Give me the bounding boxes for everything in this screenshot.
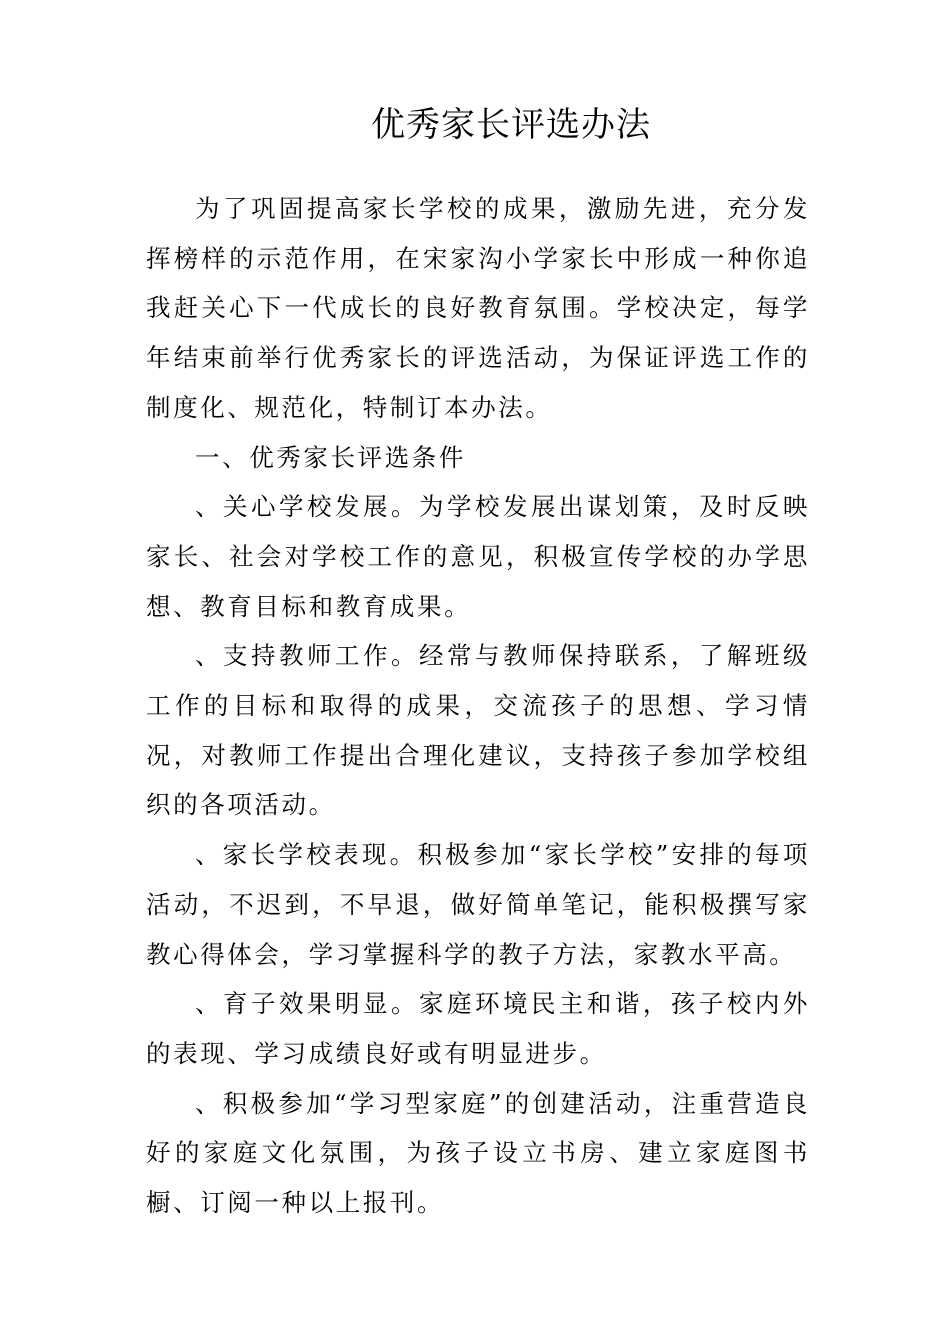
criterion-2: 、支持教师工作。经常与教师保持联系，了解班级工作的目标和取得的成果，交流孩子的思想、学习情况，对教师工作提出合理化建议，支持孩子参加学校组织的各项活动。: [146, 641, 810, 820]
criterion-1: 、关心学校发展。为学校发展出谋划策，及时反映家长、社会对学校工作的意见，积极宣传学校的办学思想、教育目标和教育成果。: [146, 492, 810, 621]
criterion-5: 、积极参加“学习型家庭”的创建活动，注重营造良好的家庭文化氛围，为孩子设立书房、建立家庭图书橱、订阅一种以上报刊。: [146, 1088, 810, 1218]
criterion-3: 、家长学校表现。积极参加“家长学校”安排的每项活动，不迟到，不早退，做好简单笔记，能积极撰写家教心得体会，学习掌握科学的教子方法，家教水平高。: [146, 840, 810, 969]
criterion-4: 、育子效果明显。家庭环境民主和谐，孩子校内外的表现、学习成绩良好或有明显进步。: [146, 989, 810, 1068]
document-body: [146, 184, 810, 1228]
document-title: 优秀家长评选办法: [371, 105, 651, 145]
intro-paragraph: 为了巩固提高家长学校的成果，激励先进，充分发挥榜样的示范作用，在宋家沟小学家长中形成一种你追我赶关心下一代成长的良好教育氛围。学校决定，每学年结束前举行优秀家长的评选活动，为保证评选工作的制度化、规范化，特制订本办法。: [146, 194, 810, 422]
section-heading: 一、优秀家长评选条件: [195, 442, 466, 472]
